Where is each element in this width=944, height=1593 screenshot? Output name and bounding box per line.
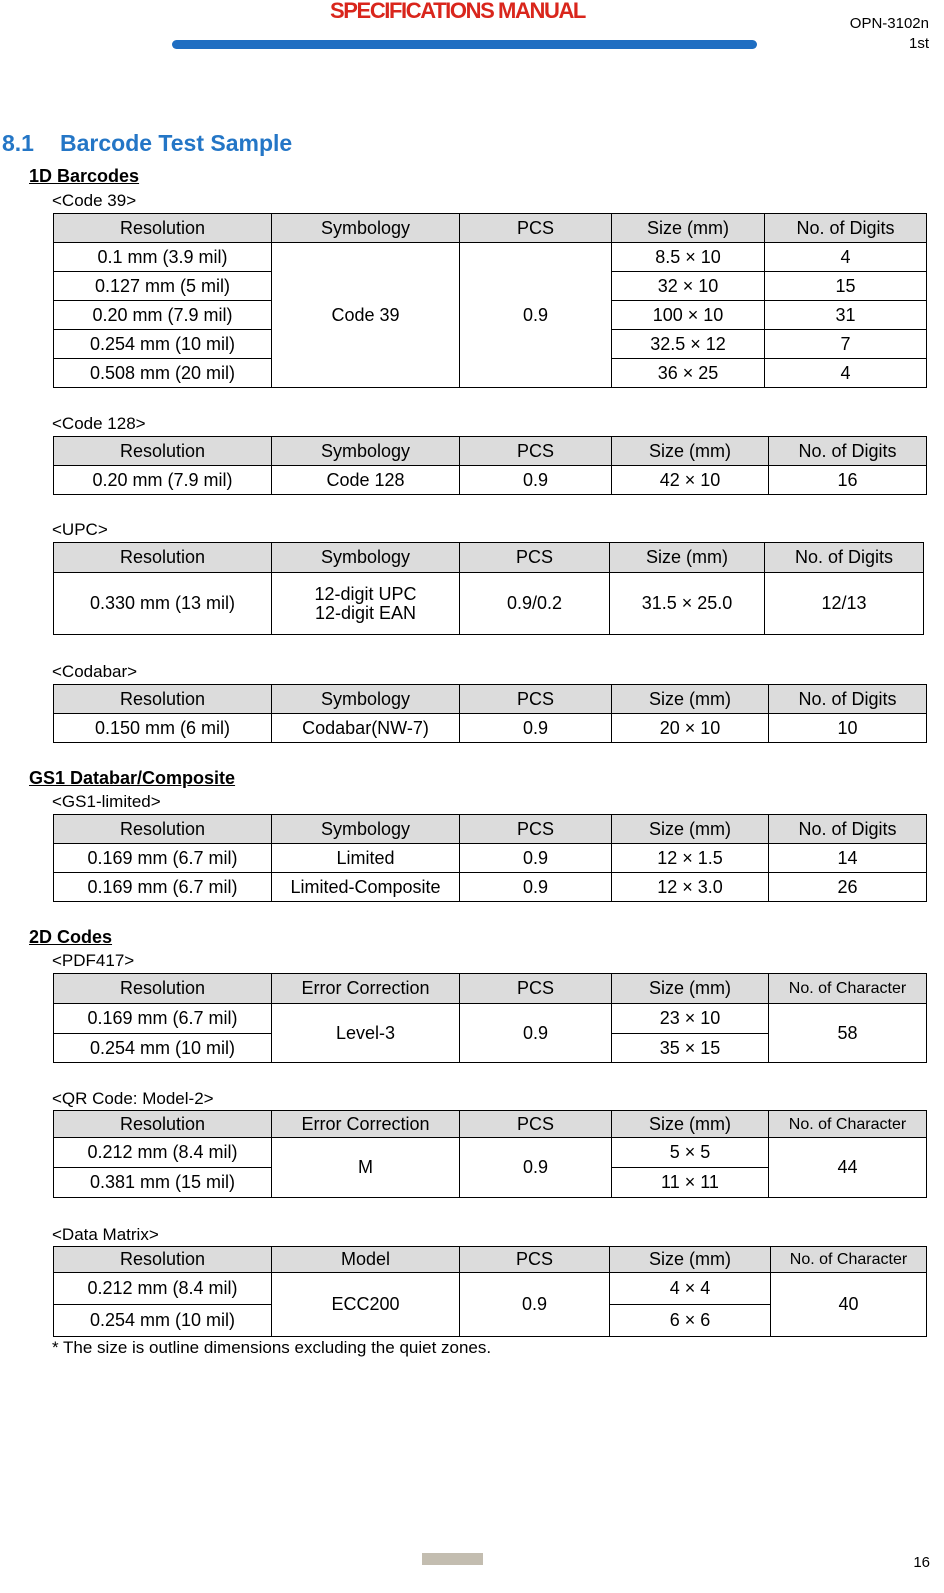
cell-size: 100 × 10: [612, 301, 765, 330]
footer-mark: [422, 1553, 483, 1565]
col-size: Size (mm): [612, 437, 769, 466]
col-symbology: Symbology: [272, 815, 460, 844]
table-row: [54, 1004, 927, 1034]
col-pcs: PCS: [460, 974, 612, 1004]
cell-resolution: 0.330 mm (13 mil): [54, 573, 272, 635]
col-resolution: Resolution: [54, 1247, 272, 1273]
table-header-row: [54, 214, 927, 243]
cell-size: 31.5 × 25.0: [610, 573, 765, 635]
cell-symbology: [272, 573, 460, 635]
heading-1d-barcodes: 1D Barcodes: [29, 166, 140, 186]
col-size: Size (mm): [610, 1247, 771, 1273]
table-row: [54, 1273, 927, 1305]
table-header-row: [54, 685, 927, 714]
cell-size: 42 × 10: [612, 466, 769, 495]
col-digits: No. of Digits: [769, 815, 927, 844]
cell-pcs: 0.9: [460, 714, 612, 743]
col-pcs: PCS: [460, 543, 610, 573]
col-pcs: PCS: [460, 214, 612, 243]
cell-digits: 16: [769, 466, 927, 495]
cell-characters: 58: [769, 1004, 927, 1063]
col-pcs: PCS: [460, 685, 612, 714]
label-code128: <Code 128>: [52, 414, 146, 433]
cell-pcs: 0.9: [460, 1273, 610, 1337]
symbology-upc: 12-digit UPC: [314, 583, 417, 604]
cell-resolution: 0.381 mm (15 mil): [54, 1168, 272, 1198]
col-size: Size (mm): [612, 1111, 769, 1138]
cell-resolution: 0.20 mm (7.9 mil): [54, 466, 272, 495]
cell-symbology: Codabar(NW-7): [272, 714, 460, 743]
footnote: * The size is outline dimensions excluding the quiet zones.: [52, 1338, 492, 1357]
heading-gs1: GS1 Databar/Composite: [29, 768, 236, 788]
col-pcs: PCS: [460, 437, 612, 466]
cell-characters: 44: [769, 1138, 927, 1198]
table-row: [54, 714, 927, 743]
cell-size: 12 × 1.5: [612, 844, 769, 873]
page-number: 16: [913, 1554, 930, 1571]
manual-title: SPECIFICATIONS MANUAL: [330, 0, 585, 23]
table-row: [54, 243, 927, 272]
cell-size: 32.5 × 12: [612, 330, 765, 359]
col-size: Size (mm): [612, 214, 765, 243]
col-symbology: Symbology: [272, 437, 460, 466]
col-symbology: Symbology: [272, 214, 460, 243]
table-row: [54, 844, 927, 873]
col-resolution: Resolution: [54, 815, 272, 844]
cell-symbology: Limited-Composite: [272, 873, 460, 902]
label-gs1-limited: <GS1-limited>: [52, 792, 161, 811]
label-upc: <UPC>: [52, 520, 108, 539]
cell-digits: 31: [765, 301, 927, 330]
table-upc: [53, 542, 924, 635]
table-pdf417: [53, 973, 927, 1063]
table-header-row: [54, 974, 927, 1004]
cell-resolution: 0.254 mm (10 mil): [54, 1034, 272, 1063]
cell-size: 11 × 11: [612, 1168, 769, 1198]
cell-resolution: 0.169 mm (6.7 mil): [54, 873, 272, 902]
cell-resolution: 0.212 mm (8.4 mil): [54, 1138, 272, 1168]
table-row: [54, 573, 924, 635]
cell-characters: 40: [771, 1273, 927, 1337]
table-header-row: [54, 543, 924, 573]
col-model: Model: [272, 1247, 460, 1273]
table-qr-code: [53, 1110, 927, 1198]
header-divider: [172, 40, 757, 49]
cell-pcs: 0.9: [460, 1004, 612, 1063]
section-title: [2, 130, 292, 157]
cell-digits: 4: [765, 243, 927, 272]
cell-pcs: 0.9: [460, 243, 612, 388]
col-symbology: Symbology: [272, 543, 460, 573]
cell-pcs: 0.9: [460, 844, 612, 873]
symbology-ean: 12-digit EAN: [314, 602, 417, 623]
col-characters: No. of Character: [769, 1111, 927, 1138]
cell-symbology: Limited: [272, 844, 460, 873]
cell-resolution: 0.150 mm (6 mil): [54, 714, 272, 743]
table-header-row: [54, 1111, 927, 1138]
label-pdf417: <PDF417>: [52, 951, 135, 970]
col-resolution: Resolution: [54, 437, 272, 466]
col-size: Size (mm): [612, 815, 769, 844]
cell-size: 35 × 15: [612, 1034, 769, 1063]
cell-digits: 26: [769, 873, 927, 902]
cell-resolution: 0.20 mm (7.9 mil): [54, 301, 272, 330]
cell-symbology: Code 128: [272, 466, 460, 495]
col-digits: No. of Digits: [765, 214, 927, 243]
col-size: Size (mm): [612, 974, 769, 1004]
col-resolution: Resolution: [54, 214, 272, 243]
col-size: Size (mm): [612, 685, 769, 714]
col-resolution: Resolution: [54, 685, 272, 714]
cell-model: ECC200: [272, 1273, 460, 1337]
label-data-matrix: <Data Matrix>: [52, 1225, 159, 1244]
cell-resolution: 0.169 mm (6.7 mil): [54, 844, 272, 873]
table-data-matrix: [53, 1246, 927, 1337]
col-digits: No. of Digits: [769, 685, 927, 714]
col-resolution: Resolution: [54, 1111, 272, 1138]
col-resolution: Resolution: [54, 543, 272, 573]
col-characters: No. of Character: [769, 974, 927, 1004]
col-symbology: Symbology: [272, 685, 460, 714]
cell-size: 20 × 10: [612, 714, 769, 743]
table-row: [54, 466, 927, 495]
cell-size: 5 × 5: [612, 1138, 769, 1168]
cell-resolution: 0.169 mm (6.7 mil): [54, 1004, 272, 1034]
cell-error-correction: Level-3: [272, 1004, 460, 1063]
table-row: [54, 873, 927, 902]
cell-resolution: 0.254 mm (10 mil): [54, 1305, 272, 1337]
cell-pcs: 0.9: [460, 466, 612, 495]
document-number: OPN-3102n: [849, 15, 929, 32]
table-code128: [53, 436, 927, 495]
cell-digits: 4: [765, 359, 927, 388]
cell-resolution: 0.508 mm (20 mil): [54, 359, 272, 388]
cell-resolution: 0.127 mm (5 mil): [54, 272, 272, 301]
col-pcs: PCS: [460, 1247, 610, 1273]
label-codabar: <Codabar>: [52, 662, 138, 681]
document-edition: 1st: [908, 35, 929, 52]
cell-pcs: 0.9/0.2: [460, 573, 610, 635]
col-digits: No. of Digits: [765, 543, 924, 573]
label-qr-code: <QR Code: Model-2>: [52, 1089, 214, 1108]
cell-resolution: 0.212 mm (8.4 mil): [54, 1273, 272, 1305]
col-error-correction: Error Correction: [272, 974, 460, 1004]
cell-pcs: 0.9: [460, 873, 612, 902]
cell-size: 32 × 10: [612, 272, 765, 301]
cell-digits: 12/13: [765, 573, 924, 635]
col-characters: No. of Character: [771, 1247, 927, 1273]
table-gs1: [53, 814, 927, 902]
cell-size: 23 × 10: [612, 1004, 769, 1034]
cell-digits: 14: [769, 844, 927, 873]
cell-resolution: 0.1 mm (3.9 mil): [54, 243, 272, 272]
document-id: [850, 14, 929, 54]
cell-size: 12 × 3.0: [612, 873, 769, 902]
col-pcs: PCS: [460, 815, 612, 844]
table-header-row: [54, 437, 927, 466]
col-size: Size (mm): [610, 543, 765, 573]
cell-digits: 10: [769, 714, 927, 743]
col-error-correction: Error Correction: [272, 1111, 460, 1138]
cell-size: 8.5 × 10: [612, 243, 765, 272]
cell-digits: 15: [765, 272, 927, 301]
cell-size: 6 × 6: [610, 1305, 771, 1337]
cell-size: 36 × 25: [612, 359, 765, 388]
table-code39: [53, 213, 927, 388]
col-pcs: PCS: [460, 1111, 612, 1138]
table-header-row: [54, 815, 927, 844]
section-number: 8.1: [2, 130, 34, 156]
heading-2d-codes: 2D Codes: [29, 927, 113, 947]
col-resolution: Resolution: [54, 974, 272, 1004]
table-codabar: [53, 684, 927, 743]
section-heading: Barcode Test Sample: [60, 130, 293, 156]
cell-digits: 7: [765, 330, 927, 359]
table-header-row: [54, 1247, 927, 1273]
col-digits: No. of Digits: [769, 437, 927, 466]
table-row: [54, 1138, 927, 1168]
cell-size: 4 × 4: [610, 1273, 771, 1305]
label-code39: <Code 39>: [52, 191, 137, 210]
cell-resolution: 0.254 mm (10 mil): [54, 330, 272, 359]
cell-error-correction: M: [272, 1138, 460, 1198]
cell-symbology: Code 39: [272, 243, 460, 388]
cell-pcs: 0.9: [460, 1138, 612, 1198]
